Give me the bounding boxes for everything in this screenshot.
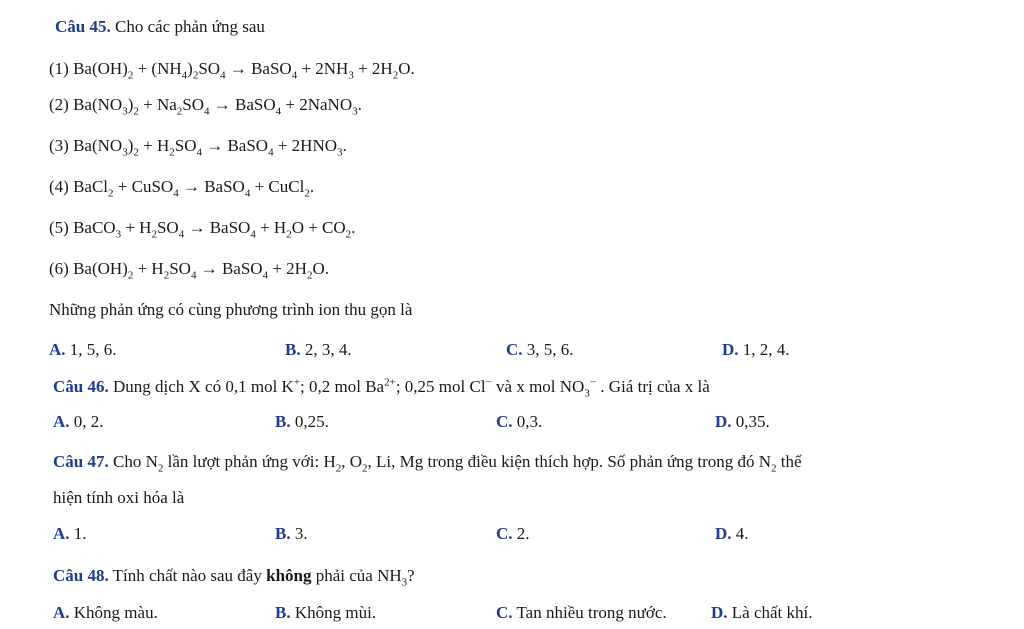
text-run: BaCO — [73, 218, 116, 237]
subscript: 2 — [151, 228, 157, 241]
q48-option-c[interactable] — [496, 602, 667, 624]
q45-label: Câu 45. — [55, 17, 111, 36]
text-run: → BaSO — [225, 59, 292, 78]
text-run: Ba(OH) — [73, 59, 128, 78]
q46-heading — [53, 376, 710, 398]
text-run: O + CO — [291, 218, 346, 237]
text-run: . — [357, 95, 362, 114]
subscript: 2 — [157, 462, 164, 475]
text-run: → BaSO — [201, 136, 269, 155]
subscript: 4 — [250, 228, 256, 241]
subscript: 4 — [244, 187, 251, 200]
subscript: 2 — [127, 269, 134, 282]
option-key: D. — [715, 524, 732, 543]
text-run: + 2NH — [297, 59, 349, 78]
text-run: + H — [133, 259, 164, 278]
q48-bold-word: không — [266, 566, 312, 585]
text-run: Cho N — [108, 452, 158, 471]
option-key: C. — [506, 340, 523, 359]
subscript: 2 — [176, 105, 183, 118]
q48-label: Câu 48. — [53, 566, 109, 585]
subscript: 4 — [275, 105, 282, 118]
option-key: D. — [715, 412, 732, 431]
q47-option-c[interactable] — [496, 523, 530, 545]
subscript: 3 — [348, 69, 354, 82]
subscript: 3 — [122, 105, 128, 118]
subscript: 4 — [291, 69, 298, 82]
reaction-number: (4) — [49, 177, 74, 196]
text-run: + H — [121, 218, 152, 237]
text-run: . — [351, 218, 356, 237]
q45-option-c[interactable] — [506, 339, 574, 361]
option-key: B. — [275, 412, 291, 431]
subscript: 4 — [196, 146, 202, 159]
q47-heading — [53, 451, 802, 473]
text-run: → BaSO — [184, 218, 251, 237]
q46-label: Câu 46. — [53, 377, 109, 396]
text-run: + 2HNO — [273, 136, 338, 155]
q47-option-b[interactable] — [275, 523, 308, 545]
option-text: 3. — [290, 524, 308, 543]
text-run: + 2H — [268, 259, 307, 278]
subscript: 4 — [190, 269, 197, 282]
q47-text — [108, 452, 802, 475]
text-run: SO — [174, 136, 197, 155]
option-key: A. — [53, 603, 70, 622]
subscript: 4 — [173, 187, 179, 200]
subscript: 3 — [122, 146, 128, 159]
option-text: 2. — [512, 524, 530, 543]
q45-reaction-2 — [49, 94, 362, 116]
q45-option-d[interactable] — [722, 339, 790, 361]
q48-end: ? — [407, 566, 415, 585]
option-text: 0,35. — [731, 412, 770, 431]
text-run: ) — [187, 59, 193, 78]
q48-heading — [53, 565, 415, 587]
subscript: 2 — [127, 69, 134, 82]
option-text: 0,25. — [290, 412, 329, 431]
text-run: → BaSO — [178, 177, 245, 196]
text-run: ; 0,25 mol Cl — [395, 377, 486, 396]
q45-text: Cho các phản ứng sau — [110, 17, 265, 36]
text-run: lần lượt phản ứng với: H — [163, 452, 336, 471]
text-run: và x mol NO — [491, 377, 585, 396]
option-key: A. — [49, 340, 66, 359]
text-run: . Giá trị của x là — [596, 377, 710, 396]
q46-option-c[interactable] — [496, 411, 542, 433]
q48-text-after: phải của NH — [311, 566, 402, 585]
q46-option-b[interactable] — [275, 411, 329, 433]
option-key: C. — [496, 524, 513, 543]
subscript: 3 — [115, 228, 122, 241]
text-run: BaCl — [73, 177, 109, 196]
subscript: 2 — [771, 462, 777, 475]
subscript: 2 — [304, 187, 310, 200]
option-text: 0,3. — [512, 412, 543, 431]
text-run: O. — [398, 59, 415, 78]
q48-subscript: 3 — [401, 576, 408, 589]
text-run: + Na — [138, 95, 177, 114]
subscript: 2 — [306, 269, 313, 282]
option-text: Là chất khí. — [727, 603, 813, 622]
text-run: ; 0,2 mol Ba — [300, 377, 385, 396]
superscript: − — [589, 376, 597, 389]
subscript: 2 — [108, 187, 114, 200]
subscript: 4 — [220, 69, 226, 82]
text-run: O. — [312, 259, 329, 278]
option-text: 1, 2, 4. — [738, 340, 790, 359]
option-key: D. — [711, 603, 728, 622]
option-key: A. — [53, 524, 70, 543]
text-run: , Li, Mg trong điều kiện thích hợp. Số phản ứng trong đó N — [367, 452, 772, 471]
q45-option-b[interactable] — [285, 339, 352, 361]
reaction-number: (5) — [49, 218, 74, 237]
option-text: 1. — [69, 524, 87, 543]
option-text: 1, 5, 6. — [65, 340, 117, 359]
q45-heading — [55, 16, 265, 38]
text-run: + 2H — [353, 59, 393, 78]
q45-reaction-4 — [49, 176, 314, 198]
q45-reaction-1 — [49, 58, 415, 80]
text-run: ) — [127, 136, 134, 155]
option-key: B. — [275, 524, 291, 543]
option-text: Không mùi. — [290, 603, 377, 622]
subscript: 4 — [181, 69, 188, 82]
option-text: 4. — [731, 524, 749, 543]
reaction-number: (3) — [49, 136, 74, 155]
option-key: C. — [496, 412, 513, 431]
text-run: + H — [255, 218, 287, 237]
text-run: → BaSO — [196, 259, 263, 278]
option-key: B. — [275, 603, 291, 622]
subscript: 2 — [169, 146, 175, 159]
q45-question: Những phản ứng có cùng phương trình ion thu gọn là — [49, 300, 413, 319]
option-text: 3, 5, 6. — [522, 340, 574, 359]
text-run: SO — [156, 218, 179, 237]
q45-reaction-6 — [49, 258, 329, 280]
q47-label: Câu 47. — [53, 452, 109, 471]
q45-option-a[interactable] — [49, 339, 117, 361]
text-run: . — [309, 177, 315, 196]
text-run: + CuCl — [250, 177, 305, 196]
subscript: 4 — [268, 146, 274, 159]
q45-reaction-5 — [49, 217, 355, 239]
reaction-number: (2) — [49, 95, 74, 114]
option-key: A. — [53, 412, 70, 431]
text-run: Ba(NO — [73, 95, 123, 114]
text-run: SO — [169, 259, 191, 278]
option-text: Không màu. — [69, 603, 158, 622]
subscript: 2 — [163, 269, 170, 282]
subscript: 4 — [178, 228, 185, 241]
subscript: 2 — [192, 69, 199, 82]
option-key: C. — [496, 603, 513, 622]
text-run: Dung dịch X có 0,1 mol K — [108, 377, 294, 396]
text-run: SO — [198, 59, 221, 78]
subscript: 2 — [286, 228, 292, 241]
text-run: Ba(OH) — [73, 259, 128, 278]
q48-option-b[interactable] — [275, 602, 376, 624]
superscript: − — [485, 376, 492, 389]
q45-reaction-3 — [49, 135, 347, 157]
reaction-number: (1) — [49, 59, 74, 78]
text-run: ) — [127, 95, 134, 114]
subscript: 2 — [362, 462, 368, 475]
q48-option-a[interactable] — [53, 602, 158, 624]
superscript: + — [293, 376, 301, 389]
subscript: 3 — [584, 387, 590, 400]
q47-option-a[interactable] — [53, 523, 87, 545]
text-run: SO — [182, 95, 205, 114]
option-key: D. — [722, 340, 739, 359]
text-run: , O — [341, 452, 363, 471]
q46-option-d[interactable] — [715, 411, 770, 433]
subscript: 2 — [392, 69, 399, 82]
text-run: + CuSO — [113, 177, 174, 196]
text-run: thể — [776, 452, 802, 471]
option-text: Tan nhiều trong nước. — [512, 603, 667, 622]
superscript: 2+ — [384, 376, 396, 389]
subscript: 3 — [337, 146, 343, 159]
option-key: B. — [285, 340, 301, 359]
subscript: 3 — [352, 105, 358, 118]
option-text: 0, 2. — [69, 412, 104, 431]
text-run: Ba(NO — [73, 136, 123, 155]
q46-option-a[interactable] — [53, 411, 104, 433]
q47-option-d[interactable] — [715, 523, 749, 545]
q46-text — [108, 376, 710, 400]
subscript: 2 — [133, 146, 139, 159]
option-text: 2, 3, 4. — [300, 340, 352, 359]
q47-text-line2: hiện tính oxi hóa là — [53, 488, 185, 507]
text-run: + 2NaNO — [281, 95, 353, 114]
q48-text-before: Tính chất nào sau đây — [108, 566, 267, 585]
text-run: + H — [138, 136, 170, 155]
q48-option-d[interactable] — [711, 602, 813, 624]
text-run: → BaSO — [209, 95, 276, 114]
subscript: 4 — [204, 105, 210, 118]
text-run: . — [342, 136, 347, 155]
subscript: 2 — [133, 105, 139, 118]
text-run: + (NH — [133, 59, 182, 78]
subscript: 2 — [335, 462, 342, 475]
reaction-number: (6) — [49, 259, 74, 278]
subscript: 4 — [262, 269, 269, 282]
subscript: 2 — [345, 228, 352, 241]
